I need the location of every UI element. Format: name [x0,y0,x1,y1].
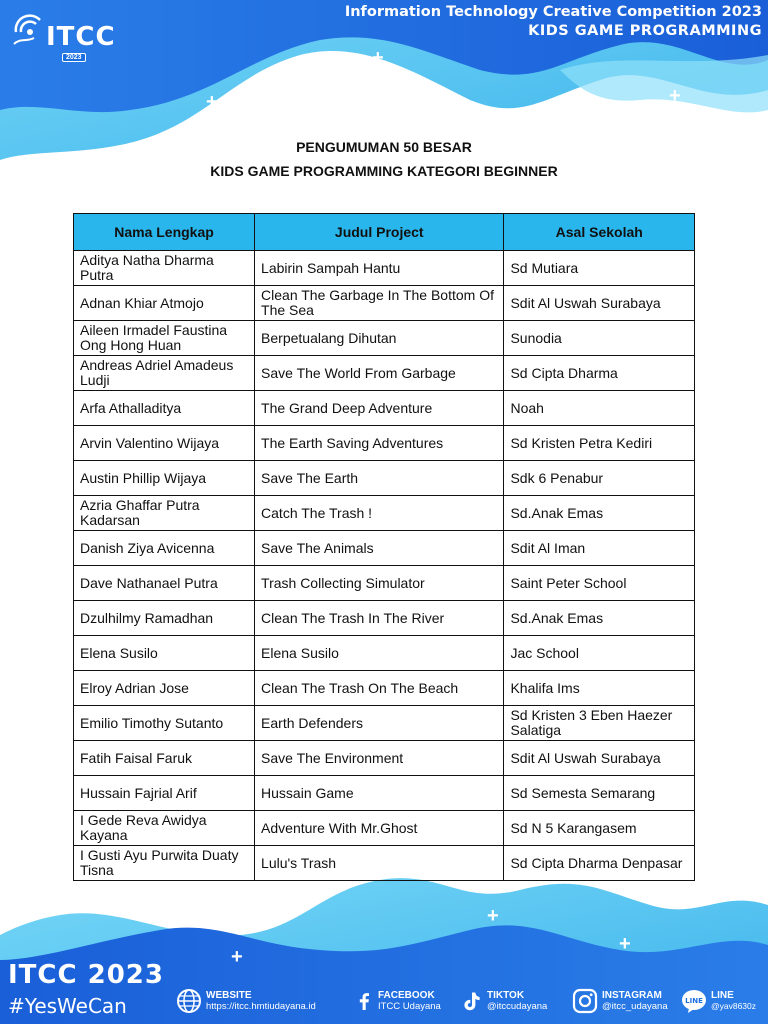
table-row [74,531,695,566]
cell-school: Saint Peter School [504,566,695,601]
header-category-title: KIDS GAME PROGRAMMING [528,23,762,39]
page-subtitle: KIDS GAME PROGRAMMING KATEGORI BEGINNER [210,163,558,179]
table-row [74,741,695,776]
cell-name: Dave Nathanael Putra [74,566,255,601]
cell-project: Save The Earth [255,461,504,496]
cell-school: Sd Kristen 3 Eben Haezer Salatiga [504,706,695,741]
contact-value: @itccudayana [487,1001,548,1012]
cell-name: Elroy Adrian Jose [74,671,255,706]
header-competition-title: Information Technology Creative Competition 2023 [344,4,762,20]
plus-decoration: + [372,47,384,69]
cell-project: The Grand Deep Adventure [255,391,504,426]
contact-label: FACEBOOK [378,990,435,1001]
cell-name: Dzulhilmy Ramadhan [74,601,255,636]
table-row [74,636,695,671]
table-row [74,251,695,286]
results-table [73,213,695,881]
cell-school: Sd Mutiara [504,251,695,286]
plus-decoration: + [669,85,681,107]
contact-value: https://itcc.hmtiudayana.id [206,1001,316,1012]
contact-label: LINE [711,990,734,1001]
cell-school: Sd Cipta Dharma Denpasar [504,846,695,881]
plus-decoration: + [619,933,631,955]
cell-project: Berpetualang Dihutan [255,321,504,356]
cell-school: Sd Cipta Dharma [504,356,695,391]
table-header-row [74,214,695,251]
plus-decoration: + [487,905,499,927]
line-icon [681,988,707,1014]
cell-name: Fatih Faisal Faruk [74,741,255,776]
contact-value: @itcc_udayana [602,1001,668,1012]
cell-name: Danish Ziya Avicenna [74,531,255,566]
footer-hashtag: #YesWeCan [8,994,127,1018]
cell-school: Sdit Al Iman [504,531,695,566]
contact-website[interactable] [176,988,316,1014]
table-row [74,706,695,741]
cell-school: Jac School [504,636,695,671]
cell-project: Save The World From Garbage [255,356,504,391]
table-row [74,461,695,496]
contact-label: INSTAGRAM [602,990,662,1001]
column-header-project: Judul Project [255,214,504,251]
table-row [74,391,695,426]
contact-tiktok[interactable] [461,988,547,1014]
logo-year: 2023 [62,53,86,62]
footer-brand: ITCC 2023 [8,960,164,990]
cell-project: Trash Collecting Simulator [255,566,504,601]
facebook-icon [356,988,374,1014]
contact-label: WEBSITE [206,990,252,1001]
contact-value: ITCC Udayana [378,1001,441,1012]
cell-name: Hussain Fajrial Arif [74,776,255,811]
contact-line[interactable] [681,988,756,1014]
cell-name: Austin Phillip Wijaya [74,461,255,496]
cell-project: Hussain Game [255,776,504,811]
cell-school: Khalifa Ims [504,671,695,706]
logo-text: ITCC [46,22,116,52]
svg-text:LINE: LINE [685,997,703,1005]
cell-name: Aileen Irmadel Faustina Ong Hong Huan [74,321,255,356]
table-row [74,566,695,601]
cell-name: Azria Ghaffar Putra Kadarsan [74,496,255,531]
cell-project: Catch The Trash ! [255,496,504,531]
cell-name: Andreas Adriel Amadeus Ludji [74,356,255,391]
cell-name: I Gusti Ayu Purwita Duaty Tisna [74,846,255,881]
contact-value: @yav8630z [711,1001,757,1011]
cell-project: Clean The Trash In The River [255,601,504,636]
table-row [74,671,695,706]
cell-school: Sd N 5 Karangasem [504,811,695,846]
table-row [74,811,695,846]
table-row [74,846,695,881]
cell-name: Adnan Khiar Atmojo [74,286,255,321]
table-row [74,601,695,636]
cell-project: Earth Defenders [255,706,504,741]
cell-project: Adventure With Mr.Ghost [255,811,504,846]
cell-school: Noah [504,391,695,426]
cell-name: I Gede Reva Awidya Kayana [74,811,255,846]
cell-school: Sdk 6 Penabur [504,461,695,496]
cell-school: Sd.Anak Emas [504,496,695,531]
cell-school: Sunodia [504,321,695,356]
table-row [74,286,695,321]
table-row [74,426,695,461]
cell-school: Sd.Anak Emas [504,601,695,636]
contact-instagram[interactable] [572,988,668,1014]
cell-name: Arvin Valentino Wijaya [74,426,255,461]
column-header-name: Nama Lengkap [74,214,255,251]
column-header-school: Asal Sekolah [504,214,695,251]
cell-school: Sd Kristen Petra Kediri [504,426,695,461]
table-row [74,776,695,811]
table-row [74,321,695,356]
cell-project: Labirin Sampah Hantu [255,251,504,286]
cell-name: Emilio Timothy Sutanto [74,706,255,741]
cell-project: Lulu's Trash [255,846,504,881]
instagram-icon [572,988,598,1014]
cell-project: Elena Susilo [255,636,504,671]
cell-name: Aditya Natha Dharma Putra [74,251,255,286]
cell-school: Sd Semesta Semarang [504,776,695,811]
cell-name: Elena Susilo [74,636,255,671]
contact-facebook[interactable] [356,988,441,1014]
plus-decoration: + [231,946,243,968]
page-title: PENGUMUMAN 50 BESAR [296,139,472,155]
cell-school: Sdit Al Uswah Surabaya [504,741,695,776]
logo-signal-icon [10,8,50,52]
tiktok-icon [461,988,483,1014]
cell-name: Arfa Athalladitya [74,391,255,426]
cell-school: Sdit Al Uswah Surabaya [504,286,695,321]
cell-project: Clean The Trash On The Beach [255,671,504,706]
table-row [74,356,695,391]
table-row [74,496,695,531]
cell-project: Save The Animals [255,531,504,566]
globe-icon [176,988,202,1014]
cell-project: Save The Environment [255,741,504,776]
itcc-logo [10,8,116,61]
contact-label: TIKTOK [487,990,525,1001]
plus-decoration: + [206,91,218,113]
cell-project: The Earth Saving Adventures [255,426,504,461]
cell-project: Clean The Garbage In The Bottom Of The Sea [255,286,504,321]
